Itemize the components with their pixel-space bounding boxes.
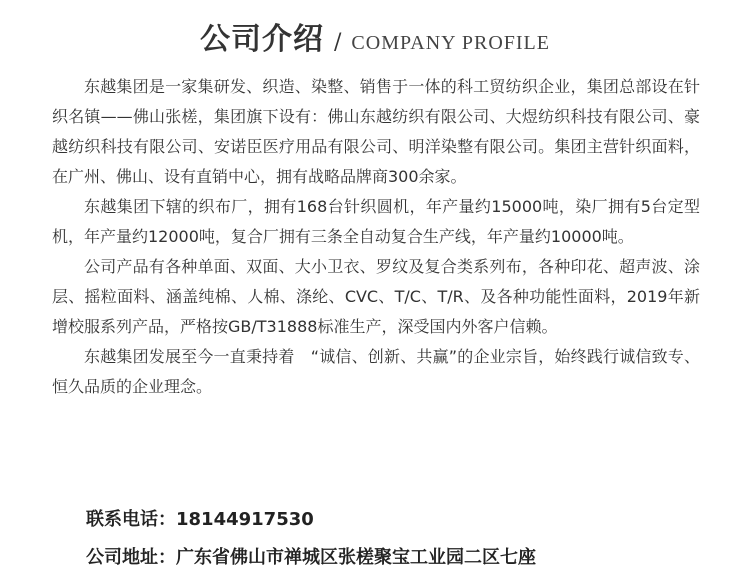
paragraph-production: 东越集团下辖的织布厂，拥有168台针织圆机，年产量约15000吨，染厂拥有5台定型机，年产量约12000吨，复合厂拥有三条全自动复合生产线，年产量约10000吨。 [52,197,700,246]
page-header [0,14,750,58]
page-subtitle-english: COMPANY PROFILE [351,32,550,54]
contact-address: 公司地址：广东省佛山市禅城区张槎聚宝工业园二区七座 [86,547,536,568]
page-title: 公司介绍 [200,22,324,57]
paragraph-intro: 东越集团是一家集研发、织造、染整、销售于一体的科工贸纺织企业，集团总部设在针织名镇——佛山张槎，集团旗下设有：佛山东越纺织有限公司、大煜纺织科技有限公司、豪越纺织科技有限公司、安诺臣医疗用品有限公司、明洋染整有限公司。集团主营针织面料，在广州、佛山、设有直销中心，拥有战略品牌商300余家。 [52,77,700,186]
paragraph-philosophy: 东越集团发展至今一直秉持着 “诚信、创新、共赢”的企业宗旨，始终践行诚信致专、恒久品质的企业理念。 [52,347,700,396]
contact-phone: 联系电话：18144917530 [86,509,314,530]
title-separator: / [334,30,342,55]
paragraph-products: 公司产品有各种单面、双面、大小卫衣、罗纹及复合类系列布，各种印花、超声波、涂层、摇粒面料、涵盖纯棉、人棉、涤纶、CVC、T/C、T/R、及各种功能性面料，2019年新增校服系列产品，严格按GB/T31888标准生产，深受国内外客户信赖。 [52,257,700,336]
profile-body [52,72,700,402]
